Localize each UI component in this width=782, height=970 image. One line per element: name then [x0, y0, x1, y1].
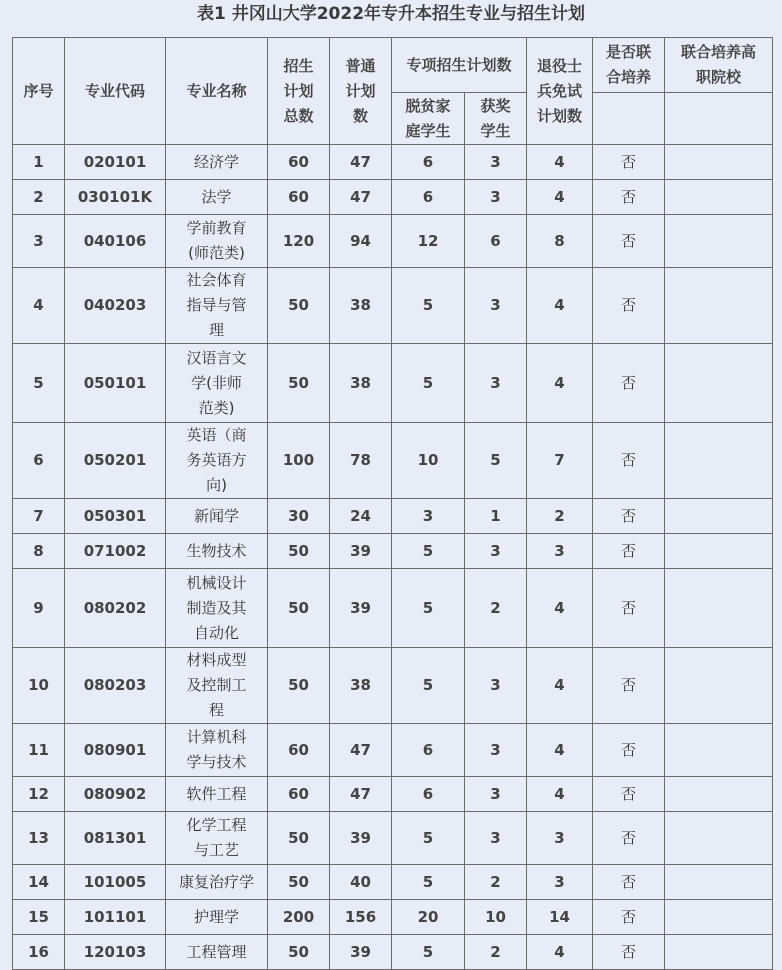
cell-joint: 否	[593, 569, 665, 648]
cell-code: 050201	[65, 423, 166, 499]
cell-total: 50	[268, 569, 330, 648]
cell-total: 100	[268, 423, 330, 499]
header-school-empty	[665, 93, 773, 145]
cell-seq: 14	[13, 865, 65, 900]
cell-veteran: 4	[527, 344, 593, 423]
cell-regular: 39	[330, 812, 392, 865]
cell-poor: 5	[392, 935, 465, 970]
cell-poor: 3	[392, 499, 465, 534]
cell-regular: 47	[330, 777, 392, 812]
cell-joint: 否	[593, 724, 665, 777]
cell-award: 3	[465, 777, 527, 812]
cell-seq: 12	[13, 777, 65, 812]
cell-veteran: 4	[527, 935, 593, 970]
cell-joint: 否	[593, 534, 665, 569]
cell-school	[665, 777, 773, 812]
table-row	[13, 648, 773, 724]
cell-regular: 39	[330, 935, 392, 970]
table-row	[13, 865, 773, 900]
table-row	[13, 423, 773, 499]
cell-name-text: 社会体育指导与管理	[186, 271, 247, 339]
cell-total: 50	[268, 935, 330, 970]
cell-regular: 40	[330, 865, 392, 900]
cell-name-text: 英语（商务英语方向)	[186, 426, 247, 494]
cell-name	[166, 268, 268, 344]
cell-name	[166, 215, 268, 268]
cell-poor: 6	[392, 180, 465, 215]
cell-code: 040203	[65, 268, 166, 344]
cell-name-text: 护理学	[193, 907, 239, 926]
cell-code: 050301	[65, 499, 166, 534]
cell-code: 081301	[65, 812, 166, 865]
cell-poor: 10	[392, 423, 465, 499]
cell-veteran: 7	[527, 423, 593, 499]
cell-seq: 9	[13, 569, 65, 648]
cell-code: 120103	[65, 935, 166, 970]
cell-regular: 38	[330, 268, 392, 344]
cell-veteran: 4	[527, 145, 593, 180]
cell-total: 30	[268, 499, 330, 534]
cell-name-text: 康复治疗学	[178, 872, 254, 891]
cell-name	[166, 812, 268, 865]
cell-school	[665, 648, 773, 724]
cell-seq: 5	[13, 344, 65, 423]
cell-seq: 11	[13, 724, 65, 777]
cell-poor: 6	[392, 145, 465, 180]
cell-school	[665, 215, 773, 268]
cell-total: 60	[268, 777, 330, 812]
cell-seq: 4	[13, 268, 65, 344]
cell-name-text: 经济学	[193, 152, 239, 171]
cell-code: 050101	[65, 344, 166, 423]
cell-award: 3	[465, 534, 527, 569]
header-school-text: 联合培养高职院校	[681, 43, 757, 86]
cell-name-text: 工程管理	[186, 942, 247, 961]
cell-poor: 6	[392, 777, 465, 812]
cell-code: 071002	[65, 534, 166, 569]
cell-regular: 39	[330, 534, 392, 569]
table-row	[13, 180, 773, 215]
cell-award: 6	[465, 215, 527, 268]
cell-name-text: 生物技术	[186, 541, 247, 560]
cell-code: 080202	[65, 569, 166, 648]
cell-code: 020101	[65, 145, 166, 180]
cell-joint: 否	[593, 180, 665, 215]
header-veteran-text: 退役士兵免试计划数	[537, 56, 583, 125]
cell-school	[665, 180, 773, 215]
cell-poor: 6	[392, 724, 465, 777]
cell-seq: 13	[13, 812, 65, 865]
cell-seq: 15	[13, 900, 65, 935]
cell-seq: 7	[13, 499, 65, 534]
table-row	[13, 499, 773, 534]
cell-name-text: 化学工程与工艺	[186, 816, 247, 859]
header-total	[268, 38, 330, 145]
header-name: 专业名称	[166, 38, 268, 145]
header-total-text: 招生计划总数	[283, 56, 314, 125]
cell-total: 50	[268, 812, 330, 865]
cell-award: 3	[465, 268, 527, 344]
cell-joint: 否	[593, 777, 665, 812]
cell-name-text: 学前教育(师范类)	[186, 219, 247, 262]
cell-school	[665, 812, 773, 865]
cell-joint: 否	[593, 812, 665, 865]
cell-veteran: 8	[527, 215, 593, 268]
cell-award: 3	[465, 724, 527, 777]
cell-regular: 94	[330, 215, 392, 268]
cell-veteran: 4	[527, 648, 593, 724]
cell-veteran: 4	[527, 180, 593, 215]
cell-name	[166, 900, 268, 935]
table-row	[13, 935, 773, 970]
cell-seq: 16	[13, 935, 65, 970]
cell-name-text: 机械设计制造及其自动化	[186, 573, 247, 642]
cell-seq: 6	[13, 423, 65, 499]
cell-name	[166, 865, 268, 900]
table-row	[13, 569, 773, 648]
table-row	[13, 268, 773, 344]
cell-joint: 否	[593, 499, 665, 534]
table-row	[13, 900, 773, 935]
cell-joint: 否	[593, 145, 665, 180]
table-row	[13, 777, 773, 812]
cell-poor: 5	[392, 648, 465, 724]
cell-total: 50	[268, 865, 330, 900]
cell-award: 3	[465, 180, 527, 215]
header-joint-empty	[593, 93, 665, 145]
cell-veteran: 4	[527, 569, 593, 648]
cell-regular: 78	[330, 423, 392, 499]
cell-veteran: 3	[527, 812, 593, 865]
cell-poor: 5	[392, 865, 465, 900]
table-row	[13, 534, 773, 569]
cell-total: 50	[268, 648, 330, 724]
cell-award: 10	[465, 900, 527, 935]
cell-school	[665, 569, 773, 648]
cell-code: 080203	[65, 648, 166, 724]
cell-poor: 20	[392, 900, 465, 935]
cell-total: 200	[268, 900, 330, 935]
cell-poor: 5	[392, 268, 465, 344]
cell-school	[665, 344, 773, 423]
cell-school	[665, 499, 773, 534]
cell-veteran: 4	[527, 724, 593, 777]
cell-school	[665, 534, 773, 569]
cell-name-text: 材料成型及控制工程	[186, 651, 247, 719]
cell-total: 50	[268, 344, 330, 423]
cell-code: 080901	[65, 724, 166, 777]
cell-name	[166, 569, 268, 648]
cell-veteran: 4	[527, 268, 593, 344]
cell-seq: 3	[13, 215, 65, 268]
enrollment-table	[12, 37, 773, 970]
table-row	[13, 724, 773, 777]
cell-code: 080902	[65, 777, 166, 812]
cell-award: 3	[465, 648, 527, 724]
cell-poor: 5	[392, 812, 465, 865]
cell-award: 3	[465, 812, 527, 865]
cell-school	[665, 145, 773, 180]
cell-veteran: 14	[527, 900, 593, 935]
cell-joint: 否	[593, 648, 665, 724]
cell-total: 60	[268, 145, 330, 180]
cell-award: 2	[465, 935, 527, 970]
cell-school	[665, 900, 773, 935]
cell-total: 50	[268, 268, 330, 344]
cell-school	[665, 423, 773, 499]
cell-veteran: 4	[527, 777, 593, 812]
header-joint-text: 是否联合培养	[606, 43, 652, 86]
cell-name-text: 新闻学	[193, 506, 239, 525]
cell-poor: 5	[392, 569, 465, 648]
cell-regular: 24	[330, 499, 392, 534]
cell-joint: 否	[593, 423, 665, 499]
cell-name-text: 软件工程	[186, 784, 247, 803]
header-award-text: 获奖学生	[480, 96, 511, 140]
header-regular-text: 普通计划数	[345, 56, 376, 125]
cell-joint: 否	[593, 268, 665, 344]
cell-seq: 1	[13, 145, 65, 180]
cell-regular: 156	[330, 900, 392, 935]
header-poor	[392, 93, 465, 145]
cell-school	[665, 724, 773, 777]
cell-joint: 否	[593, 935, 665, 970]
cell-award: 1	[465, 499, 527, 534]
cell-name	[166, 777, 268, 812]
cell-award: 3	[465, 344, 527, 423]
header-school	[665, 38, 773, 93]
cell-school	[665, 268, 773, 344]
cell-name-text: 计算机科学与技术	[186, 728, 247, 771]
header-veteran	[527, 38, 593, 145]
cell-veteran: 3	[527, 865, 593, 900]
cell-award: 2	[465, 865, 527, 900]
cell-seq: 2	[13, 180, 65, 215]
cell-regular: 47	[330, 145, 392, 180]
cell-code: 101101	[65, 900, 166, 935]
cell-total: 60	[268, 724, 330, 777]
cell-award: 5	[465, 423, 527, 499]
cell-code: 040106	[65, 215, 166, 268]
cell-code: 101005	[65, 865, 166, 900]
cell-poor: 5	[392, 344, 465, 423]
header-special: 专项招生计划数	[392, 38, 527, 93]
cell-award: 2	[465, 569, 527, 648]
cell-total: 50	[268, 534, 330, 569]
table-row	[13, 812, 773, 865]
cell-regular: 38	[330, 648, 392, 724]
table-row	[13, 145, 773, 180]
cell-name	[166, 935, 268, 970]
header-poor-text: 脱贫家庭学生	[405, 96, 451, 140]
cell-regular: 47	[330, 180, 392, 215]
table-row	[13, 215, 773, 268]
header-regular	[330, 38, 392, 145]
cell-name	[166, 423, 268, 499]
header-code: 专业代码	[65, 38, 166, 145]
cell-veteran: 2	[527, 499, 593, 534]
cell-joint: 否	[593, 865, 665, 900]
cell-name	[166, 145, 268, 180]
cell-school	[665, 935, 773, 970]
cell-name	[166, 534, 268, 569]
cell-joint: 否	[593, 215, 665, 268]
cell-regular: 38	[330, 344, 392, 423]
cell-poor: 5	[392, 534, 465, 569]
cell-total: 120	[268, 215, 330, 268]
table-title: 表1 井冈山大学2022年专升本招生专业与招生计划	[196, 4, 586, 24]
cell-joint: 否	[593, 344, 665, 423]
cell-seq: 10	[13, 648, 65, 724]
table-row	[13, 344, 773, 423]
cell-name	[166, 648, 268, 724]
cell-name	[166, 724, 268, 777]
cell-joint: 否	[593, 900, 665, 935]
cell-regular: 39	[330, 569, 392, 648]
cell-veteran: 3	[527, 534, 593, 569]
header-award	[465, 93, 527, 145]
cell-name-text: 汉语言文学(非师范类)	[186, 348, 247, 417]
header-joint	[593, 38, 665, 93]
header-seq: 序号	[13, 38, 65, 145]
cell-total: 60	[268, 180, 330, 215]
cell-seq: 8	[13, 534, 65, 569]
cell-name	[166, 180, 268, 215]
cell-name-text: 法学	[201, 187, 232, 206]
cell-name	[166, 499, 268, 534]
cell-poor: 12	[392, 215, 465, 268]
cell-school	[665, 865, 773, 900]
cell-regular: 47	[330, 724, 392, 777]
cell-code: 030101K	[65, 180, 166, 215]
cell-name	[166, 344, 268, 423]
cell-award: 3	[465, 145, 527, 180]
